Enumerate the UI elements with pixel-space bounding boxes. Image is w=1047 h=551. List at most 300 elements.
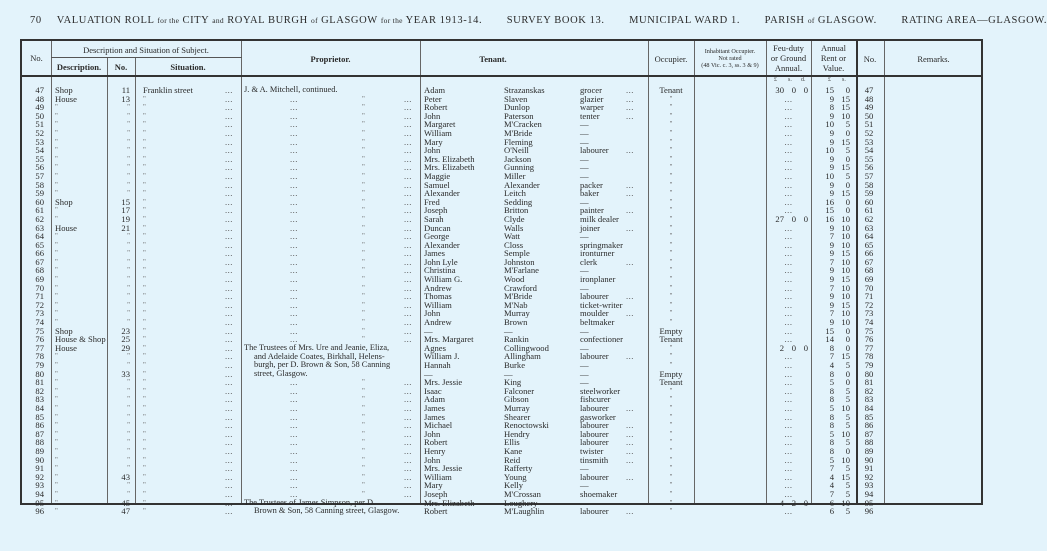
proprietor-ditto: " (362, 249, 365, 258)
row-number-right: 49 (864, 102, 874, 113)
tenant-first-name: Robert (424, 506, 448, 517)
feu-empty-dots: ... (784, 325, 793, 336)
house-number-cell: 33 (121, 368, 130, 379)
occupier-cell: " (669, 103, 673, 112)
description-cell: House (55, 222, 77, 233)
tenant-surname: Johnston (504, 256, 535, 267)
proprietor-ditto: " (362, 472, 365, 481)
situation-cell: " (143, 429, 146, 438)
proprietor-dots: ... (290, 170, 298, 181)
proprietor-dots-end: ... (404, 402, 412, 413)
proprietor-dots-end: ... (404, 385, 412, 396)
proprietor-dots: ... (290, 480, 298, 491)
tenant-surname: Renoctowski (504, 420, 549, 431)
proprietor-ditto: " (362, 326, 365, 335)
tenant-occupation: joiner (580, 222, 601, 233)
rent-shillings: 10 (841, 308, 850, 319)
tenant-surname: Fleming (504, 136, 533, 147)
proprietor-dots-end: ... (404, 265, 412, 276)
tenant-surname: M'Bride (504, 127, 533, 138)
row-number: 87 (35, 428, 44, 439)
tenant-occupation: — (580, 265, 589, 276)
tenant-occupation: twister (580, 445, 604, 456)
proprietor-dots: ... (290, 471, 298, 482)
situation-leader-dots: ... (225, 445, 233, 456)
municipal-ward: MUNICIPAL WARD 1. (629, 15, 741, 26)
rent-pounds: 7 (829, 351, 834, 362)
proprietor-dots: ... (290, 445, 298, 456)
proprietor-ditto: " (362, 240, 365, 249)
parish-label: PARISH (764, 15, 805, 26)
rent-pounds: 9 (829, 188, 834, 199)
proprietor-dots: ... (290, 402, 298, 413)
feu-shillings: 0 (791, 342, 796, 353)
row-number-right: 64 (864, 231, 874, 242)
header-rent-line2: Rent or (820, 53, 847, 63)
row-number: 64 (35, 231, 44, 242)
rent-shillings: 5 (845, 420, 850, 431)
occupier-cell: " (669, 352, 673, 361)
proprietor-ditto: " (362, 455, 365, 464)
row-number-right: 48 (864, 93, 874, 104)
proprietor-ditto: " (362, 438, 365, 447)
rent-shillings: 10 (841, 291, 850, 302)
row-number: 65 (35, 239, 44, 250)
proprietor-dots: ... (290, 222, 298, 233)
occupier-cell: Empty (659, 368, 683, 379)
title-glasgow: GLASGOW (321, 15, 378, 26)
row-number-right: 57 (864, 170, 874, 181)
tenant-occupation: — (580, 127, 589, 138)
row-number-right: 54 (864, 145, 874, 156)
description-cell: " (55, 386, 58, 395)
proprietor-dots-end: ... (404, 299, 412, 310)
tenant-occupation: ironplaner (580, 274, 616, 285)
occupier-cell: " (669, 171, 673, 180)
header-feu-line3: Annual. (774, 63, 803, 73)
row-number-right: 87 (864, 428, 874, 439)
house-number-cell: 21 (121, 222, 130, 233)
feu-pence-label: d. (801, 77, 806, 83)
tenant-surname: O'Neill (504, 145, 529, 156)
table-row (22, 490, 981, 499)
row-number: 72 (35, 299, 44, 310)
proprietor-dots: ... (290, 239, 298, 250)
house-number-cell: " (127, 103, 130, 112)
proprietor-dots: ... (290, 93, 298, 104)
rent-shillings: 0 (845, 445, 850, 456)
proprietor-ditto: " (362, 386, 365, 395)
tenant-surname: Rafferty (504, 463, 533, 474)
occupier-cell: " (669, 446, 673, 455)
occupier-cell: " (669, 472, 673, 481)
feu-empty-dots: ... (784, 506, 793, 517)
house-number-cell: 11 (121, 85, 130, 95)
valuation-table (20, 39, 983, 517)
tenant-surname: Alexander (504, 179, 540, 190)
situation-cell: " (143, 318, 146, 327)
situation-cell: " (143, 137, 146, 146)
tenant-occupation: tinsmith (580, 454, 609, 465)
proprietor-ure-line2: and Adelaide Coates, Birkhall, Helens- (254, 351, 385, 361)
row-number: 92 (35, 471, 44, 482)
situation-leader-dots: ... (225, 368, 233, 379)
house-number-cell: " (127, 240, 130, 249)
occupation-leader-dots: ... (626, 402, 634, 413)
occupation-leader-dots: ... (626, 420, 634, 431)
row-number: 80 (35, 368, 44, 379)
situation-leader-dots: ... (225, 299, 233, 310)
tenant-surname: Paterson (504, 110, 534, 121)
row-number-right: 67 (864, 256, 874, 267)
table-row (22, 301, 981, 310)
row-number-right: 89 (864, 445, 874, 456)
row-number: 47 (35, 85, 44, 95)
tenant-occupation: labourer (580, 145, 609, 156)
description-cell: " (55, 300, 58, 309)
situation-leader-dots: ... (225, 308, 233, 319)
proprietor-ditto: " (362, 292, 365, 301)
rent-shillings: 0 (845, 334, 850, 345)
tenant-surname: Kelly (504, 480, 524, 491)
occupier-cell: " (669, 300, 673, 309)
row-number-right: 80 (864, 368, 874, 379)
occupier-cell: " (669, 257, 673, 266)
situation-cell: " (143, 438, 146, 447)
rent-pounds: 5 (829, 454, 834, 465)
proprietor-dots-end: ... (404, 420, 412, 431)
table-row (22, 103, 981, 112)
tenant-occupation: baker (580, 188, 600, 199)
row-number: 49 (35, 102, 44, 113)
proprietor-dots-end: ... (404, 170, 412, 181)
proprietor-ditto: " (362, 163, 365, 172)
tenant-occupation: beltmaker (580, 317, 615, 328)
tenant-first-name: Henry (424, 445, 446, 456)
situation-cell: " (143, 489, 146, 498)
feu-empty-dots: ... (784, 179, 793, 190)
tenant-surname: Sedding (504, 196, 533, 207)
description-cell: " (55, 481, 58, 490)
rent-pounds: 8 (829, 368, 834, 379)
house-number-cell: 13 (121, 93, 130, 104)
description-cell: " (55, 421, 58, 430)
tenant-occupation: moulder (580, 308, 609, 319)
house-number-cell: " (127, 429, 130, 438)
row-number-right: 63 (864, 222, 874, 233)
occupation-leader-dots: ... (626, 145, 634, 156)
tenant-first-name: Michael (424, 420, 453, 431)
tenant-occupation: — (580, 170, 589, 181)
tenant-first-name: Mrs. Jessie (424, 463, 463, 474)
house-number-cell: " (127, 283, 130, 292)
proprietor-ditto: " (362, 128, 365, 137)
row-number-right: 73 (864, 308, 874, 319)
proprietor-dots-end: ... (404, 127, 412, 138)
table-row (22, 370, 981, 379)
proprietor-dots-end: ... (404, 291, 412, 302)
situation-leader-dots: ... (225, 317, 233, 328)
parish-name: GLASGOW. (817, 15, 877, 26)
rent-shillings: 10 (841, 497, 850, 508)
tenant-occupation: tenter (580, 110, 600, 121)
header-description: Description. (56, 62, 102, 72)
row-number: 52 (35, 127, 44, 138)
rent-pounds: 8 (829, 445, 834, 456)
table-row (22, 335, 981, 344)
feu-empty-dots: ... (784, 119, 793, 130)
feu-empty-dots: ... (784, 463, 793, 474)
proprietor-dots-end: ... (404, 282, 412, 293)
rent-shillings: 5 (845, 437, 850, 448)
proprietor-dots-end: ... (404, 463, 412, 474)
house-number-cell: " (127, 352, 130, 361)
description-cell: " (55, 455, 58, 464)
rent-pounds: 9 (829, 274, 834, 285)
situation-cell: " (143, 275, 146, 284)
tenant-first-name: John (424, 110, 441, 121)
table-row (22, 129, 981, 138)
description-cell: " (55, 498, 58, 507)
row-number: 85 (35, 411, 44, 422)
situation-leader-dots: ... (225, 334, 233, 345)
tenant-surname: Murray (504, 308, 530, 319)
table-row (22, 499, 981, 508)
feu-empty-dots: ... (784, 102, 793, 113)
tenant-occupation: — (580, 480, 589, 491)
tenant-occupation: labourer (580, 437, 609, 448)
feu-empty-dots: ... (784, 239, 793, 250)
situation-cell: " (143, 507, 146, 516)
situation-cell: " (143, 361, 146, 369)
description-cell: " (55, 257, 58, 266)
tenant-surname: Reid (504, 454, 521, 465)
rent-pounds: 9 (829, 299, 834, 310)
description-cell: " (55, 128, 58, 137)
tenant-occupation: glazier (580, 93, 604, 104)
situation-cell: " (143, 214, 146, 223)
description-cell: House & Shop (55, 334, 106, 345)
rent-shillings: 10 (841, 282, 850, 293)
occupier-cell: " (669, 292, 673, 301)
tenant-occupation: ticket-writer (580, 299, 623, 310)
tenant-first-name: Thomas (424, 291, 452, 302)
proprietor-ditto: " (362, 171, 365, 180)
situation-leader-dots: ... (225, 256, 233, 267)
tenant-first-name: Joseph (424, 205, 448, 216)
proprietor-dots-end: ... (404, 445, 412, 456)
situation-cell: " (143, 154, 146, 163)
occupation-leader-dots: ... (626, 93, 634, 104)
house-number-cell: " (127, 180, 130, 189)
proprietor-ditto: " (362, 94, 365, 103)
rent-pounds: 8 (829, 437, 834, 448)
rent-pounds: 9 (829, 179, 834, 190)
tenant-occupation: — (580, 463, 589, 474)
situation-cell: " (143, 266, 146, 275)
situation-cell: " (143, 343, 146, 352)
table-row (22, 284, 981, 293)
tenant-surname: Clyde (504, 213, 525, 224)
row-number: 58 (35, 179, 44, 190)
proprietor-ditto: " (362, 283, 365, 292)
occupier-cell: " (669, 232, 673, 241)
tenant-occupation: labourer (580, 291, 609, 302)
row-number: 83 (35, 394, 44, 405)
tenant-occupation: — (580, 342, 589, 353)
feu-empty-dots: ... (784, 222, 793, 233)
rent-shillings: 5 (845, 360, 850, 370)
rent-shillings: 0 (845, 85, 850, 95)
situation-leader-dots: ... (225, 463, 233, 474)
proprietor-dots-end: ... (404, 317, 412, 328)
description-cell: " (55, 120, 58, 129)
situation-cell: " (143, 292, 146, 301)
proprietor-dots: ... (290, 256, 298, 267)
tenant-first-name: Mrs. Elizabeth (424, 153, 475, 164)
tenant-first-name: Mrs. Elizabeth (424, 497, 475, 508)
feu-shillings: 0 (791, 85, 796, 95)
proprietor-ditto: " (362, 154, 365, 163)
table-row (22, 138, 981, 147)
occupation-leader-dots: ... (626, 102, 634, 113)
subheader-rule (51, 57, 242, 58)
occupier-cell: Tenant (659, 377, 683, 388)
proprietor-dots: ... (290, 119, 298, 130)
situation-cell: " (143, 197, 146, 206)
proprietor-ditto: " (362, 300, 365, 309)
house-number-cell: 17 (121, 205, 130, 216)
rent-shillings: 5 (845, 145, 850, 156)
row-number: 77 (35, 342, 44, 353)
row-number: 91 (35, 463, 44, 474)
rent-pounds: 6 (829, 506, 834, 517)
feu-empty-dots: ... (784, 334, 793, 345)
situation-leader-dots: ... (225, 127, 233, 138)
rent-shillings: 10 (841, 213, 850, 224)
title-for-the-2: for the (380, 16, 403, 25)
tenant-occupation: shoemaker (580, 488, 618, 499)
occupier-cell: " (669, 498, 673, 507)
occupier-cell: " (669, 361, 673, 369)
proprietor-dots: ... (290, 179, 298, 190)
tenant-occupation: — (580, 282, 589, 293)
situation-cell: " (143, 464, 146, 473)
house-number-cell: " (127, 403, 130, 412)
tenant-surname: Walls (504, 222, 524, 233)
row-number: 57 (35, 170, 44, 181)
table-row (22, 473, 981, 482)
feu-empty-dots: ... (784, 162, 793, 173)
rent-pounds: 8 (829, 394, 834, 405)
feu-empty-dots: ... (784, 351, 793, 362)
situation-leader-dots: ... (225, 102, 233, 113)
situation-leader-dots: ... (225, 179, 233, 190)
proprietor-dots-end: ... (404, 325, 412, 336)
table-row (22, 224, 981, 233)
description-cell: House (55, 342, 77, 353)
proprietor-dots: ... (290, 110, 298, 121)
feu-empty-dots: ... (784, 127, 793, 138)
situation-cell: " (143, 300, 146, 309)
row-number-right: 75 (864, 325, 874, 336)
occupier-cell: " (669, 386, 673, 395)
description-cell: " (55, 163, 58, 172)
row-number: 60 (35, 196, 44, 207)
tenant-surname: Closs (504, 239, 524, 250)
situation-leader-dots: ... (225, 282, 233, 293)
occupier-cell: " (669, 163, 673, 172)
situation-leader-dots: ... (225, 222, 233, 233)
row-number-right: 70 (864, 282, 874, 293)
table-row (22, 146, 981, 155)
rent-shillings: 0 (845, 179, 850, 190)
row-number: 62 (35, 213, 44, 224)
tenant-surname: M'Farlane (504, 265, 539, 276)
rent-pounds: 8 (829, 385, 834, 396)
occupier-cell: " (669, 489, 673, 498)
description-cell: " (55, 507, 58, 516)
proprietor-dots: ... (290, 265, 298, 276)
tenant-occupation: labourer (580, 428, 609, 439)
description-cell: " (55, 137, 58, 146)
rent-pounds: 9 (829, 162, 834, 173)
header-rent-line1: Annual (820, 43, 847, 53)
situation-leader-dots: ... (225, 360, 233, 370)
occupation-leader-dots: ... (626, 291, 634, 302)
proprietor-ditto: " (362, 223, 365, 232)
tenant-first-name: George (424, 231, 450, 242)
proprietor-dots-end: ... (404, 471, 412, 482)
proprietor-ditto: " (362, 318, 365, 327)
house-number-cell: " (127, 275, 130, 284)
rent-pounds: 9 (829, 291, 834, 302)
rent-shillings: 0 (845, 325, 850, 336)
row-number-right: 72 (864, 299, 874, 310)
row-number: 51 (35, 119, 44, 130)
row-number-right: 91 (864, 463, 874, 474)
occupier-cell: " (669, 412, 673, 421)
rent-shillings: 15 (841, 188, 850, 199)
rent-shillings: 5 (845, 385, 850, 396)
description-cell: " (55, 146, 58, 155)
occupier-cell: " (669, 318, 673, 327)
feu-empty-dots: ... (784, 368, 793, 379)
proprietor-dots-end: ... (404, 188, 412, 199)
rent-pounds: 10 (825, 119, 834, 130)
tenant-surname: Semple (504, 248, 530, 259)
tenant-surname: Loughery (504, 497, 538, 508)
proprietor-dots-end: ... (404, 213, 412, 224)
situation-cell: " (143, 283, 146, 292)
rent-shillings: 15 (841, 351, 850, 362)
tenant-occupation: — (580, 196, 589, 207)
row-number: 93 (35, 480, 44, 491)
description-cell: " (55, 266, 58, 275)
proprietor-ditto: " (362, 146, 365, 155)
house-number-cell: 47 (121, 506, 130, 517)
tenant-surname: Gibson (504, 394, 529, 405)
tenant-surname: — (504, 325, 513, 336)
description-cell: " (55, 154, 58, 163)
feu-shillings-label: s. (788, 77, 792, 83)
proprietor-dots: ... (290, 308, 298, 319)
house-number-cell: 15 (121, 196, 130, 207)
occupier-cell: " (669, 421, 673, 430)
proprietor-dots-end: ... (404, 308, 412, 319)
occupier-cell: " (669, 146, 673, 155)
row-number-right: 58 (864, 179, 874, 190)
